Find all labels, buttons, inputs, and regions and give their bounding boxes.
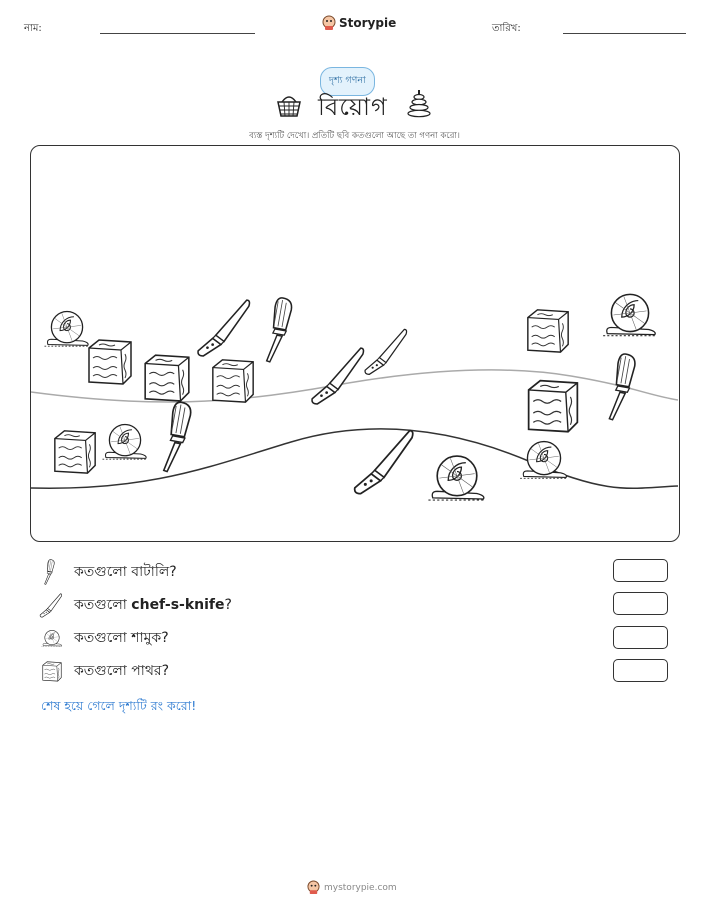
knife (355, 431, 413, 494)
question-row (38, 558, 177, 586)
footer (307, 880, 397, 895)
rock (528, 310, 568, 352)
basket-icon (275, 92, 303, 118)
question-row (41, 659, 169, 683)
rock (89, 340, 131, 384)
snail (102, 425, 147, 460)
stacking-rings-icon (406, 89, 432, 119)
snail (520, 442, 568, 479)
rock (55, 431, 95, 473)
snail (603, 294, 657, 335)
snail (44, 312, 89, 347)
knife-icon (38, 592, 64, 618)
question-text: কতগুলো বাটালি? (74, 564, 177, 580)
storypie-mascot-icon (307, 880, 320, 895)
chisel (164, 401, 193, 471)
date-label: তারিখ: (492, 23, 521, 34)
chisel-icon (38, 558, 60, 586)
name-label: নাম: (24, 23, 42, 34)
footer-site[interactable]: mystorypie.com (324, 882, 397, 893)
chisel (609, 353, 636, 420)
rock (529, 381, 578, 432)
knife (312, 348, 363, 404)
date-field-line[interactable] (563, 33, 686, 34)
instruction-text: ব্যস্ত দৃশ্যটি দেখো। প্রতিটি ছবি কতগুলো আছে তা গণনা করো। (249, 131, 460, 141)
question-row (40, 626, 169, 650)
category-badge: দৃশ্য গণনা (320, 67, 375, 96)
question-row (38, 592, 232, 618)
snail-icon (40, 628, 64, 648)
chisel (267, 297, 293, 362)
answer-box[interactable] (613, 559, 668, 582)
counting-scene (30, 145, 680, 542)
brand-logo (322, 15, 396, 31)
answer-box[interactable] (613, 659, 668, 682)
rock (145, 355, 189, 401)
rock (213, 360, 253, 402)
question-text: কতগুলো পাথর? (74, 663, 170, 679)
knife (198, 300, 249, 356)
question-text: কতগুলো chef-s-knife? (74, 597, 232, 613)
brand-name: Storypie (339, 16, 397, 30)
knife (365, 329, 407, 374)
snail (428, 456, 485, 500)
question-text: কতগুলো শামুক? (74, 630, 169, 646)
worksheet-title: বিয়োগ (318, 93, 388, 121)
rock-icon (41, 660, 63, 682)
finish-instruction: শেষ হয়ে গেলে দৃশ্যটি রং করো! (41, 698, 197, 713)
scene-artwork (31, 146, 678, 540)
answer-box[interactable] (613, 626, 668, 649)
answer-box[interactable] (613, 592, 668, 615)
storypie-mascot-icon (322, 15, 336, 31)
name-field-line[interactable] (100, 33, 255, 34)
